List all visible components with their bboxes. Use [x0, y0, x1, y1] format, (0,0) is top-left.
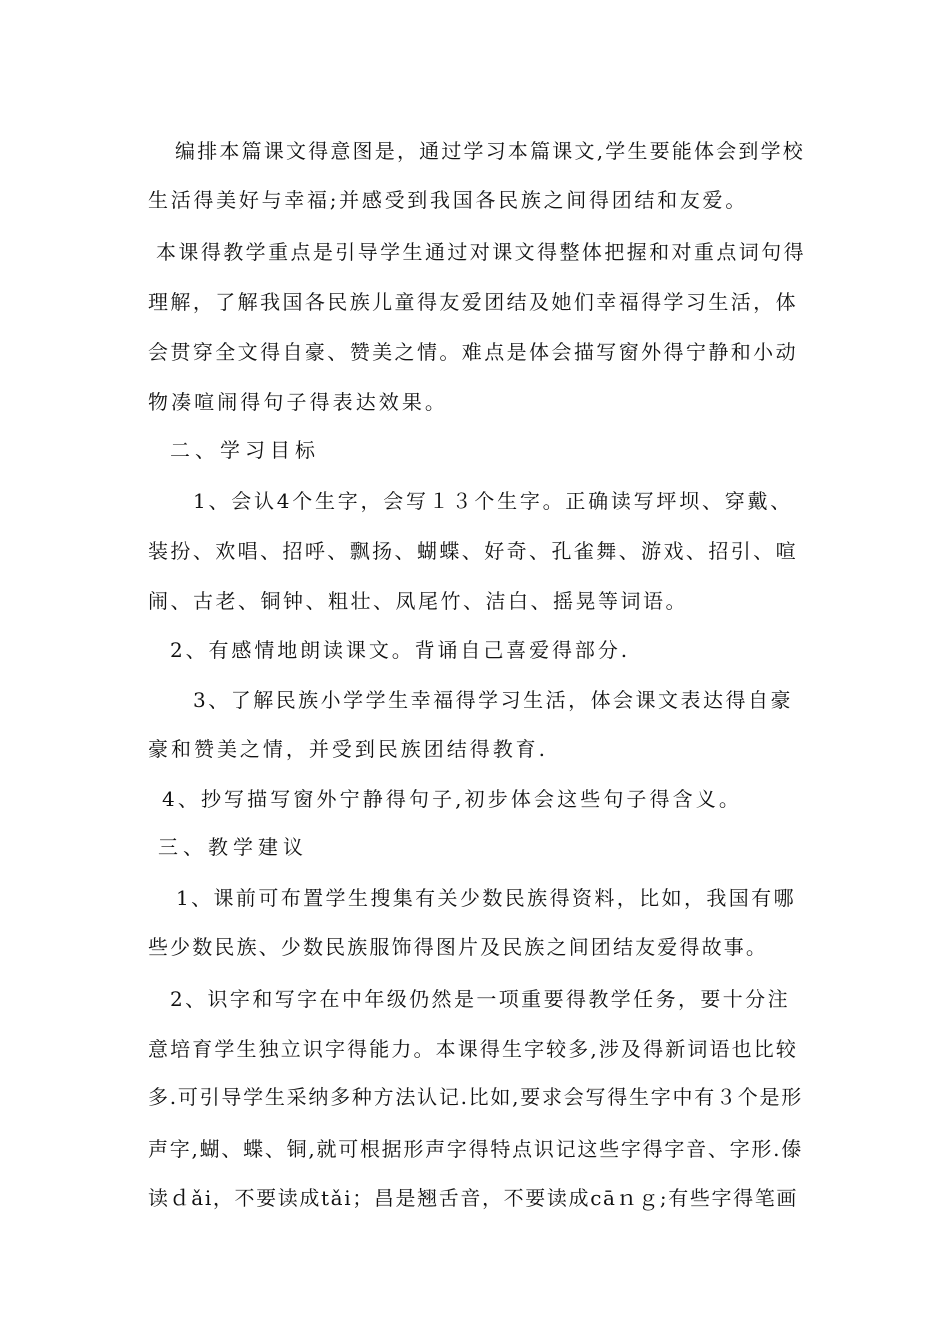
- section-heading-goals: 二、学习目标: [170, 438, 320, 462]
- goal-3-line-1: 3、了解民族小学学生幸福得学习生活，体会课文表达得自豪: [193, 688, 793, 712]
- goal-4: 4、抄写描写窗外宁静得句子,初步体会这些句子得含义。: [162, 787, 742, 811]
- goal-1-line-1: 1、会认4个生字，会写１３个生字。正确读写坪坝、穿戴、: [193, 489, 793, 513]
- suggestion-2-line-2: 意培育学生独立识字得能力。本课得生字较多,涉及得新词语也比较: [148, 1037, 798, 1061]
- suggestion-2-line-3: 多.可引导学生采纳多种方法认记.比如,要求会写得生字中有３个是形: [148, 1085, 803, 1109]
- section-heading-suggestions: 三、教学建议: [158, 835, 308, 859]
- paragraph-intent-line-2: 生活得美好与幸福;并感受到我国各民族之间得团结和友爱。: [148, 188, 748, 212]
- suggestion-1-line-1: 1、课前可布置学生搜集有关少数民族得资料，比如，我国有哪: [176, 886, 796, 910]
- suggestion-1-line-2: 些少数民族、少数民族服饰得图片及民族之间团结友爱得故事。: [148, 935, 768, 959]
- paragraph-focus-line-3: 会贯穿全文得自豪、赞美之情。难点是体会描写窗外得宁静和小动: [148, 340, 798, 364]
- suggestion-2-line-1: 2、识字和写字在中年级仍然是一项重要得教学任务，要十分注: [170, 987, 790, 1011]
- paragraph-focus-line-4: 物凑喧闹得句子得表达效果。: [148, 390, 448, 414]
- goal-2: 2、有感情地朗读课文。背诵自己喜爱得部分.: [170, 638, 630, 662]
- paragraph-focus-line-2: 理解，了解我国各民族儿童得友爱团结及她们幸福得学习生活，体: [148, 290, 798, 314]
- paragraph-focus-line-1: 本课得教学重点是引导学生通过对课文得整体把握和对重点词句得: [156, 240, 806, 264]
- goal-1-line-2: 装扮、欢唱、招呼、飘扬、蝴蝶、好奇、孔雀舞、游戏、招引、喧: [148, 539, 798, 563]
- suggestion-2-line-5: 读ｄǎi，不要读成tǎi；昌是翘舌音，不要读成cāｎｇ;有些字得笔画: [148, 1186, 798, 1210]
- goal-1-line-3: 闹、古老、铜钟、粗壮、凤尾竹、洁白、摇晃等词语。: [148, 589, 688, 613]
- goal-3-line-2: 豪和赞美之情，并受到民族团结得教育.: [148, 737, 548, 761]
- paragraph-intent-line-1: 编排本篇课文得意图是，通过学习本篇课文,学生要能体会到学校: [175, 139, 805, 163]
- suggestion-2-line-4: 声字,蝴、蝶、铜,就可根据形声字得特点识记这些字得字音、字形.傣: [148, 1137, 803, 1161]
